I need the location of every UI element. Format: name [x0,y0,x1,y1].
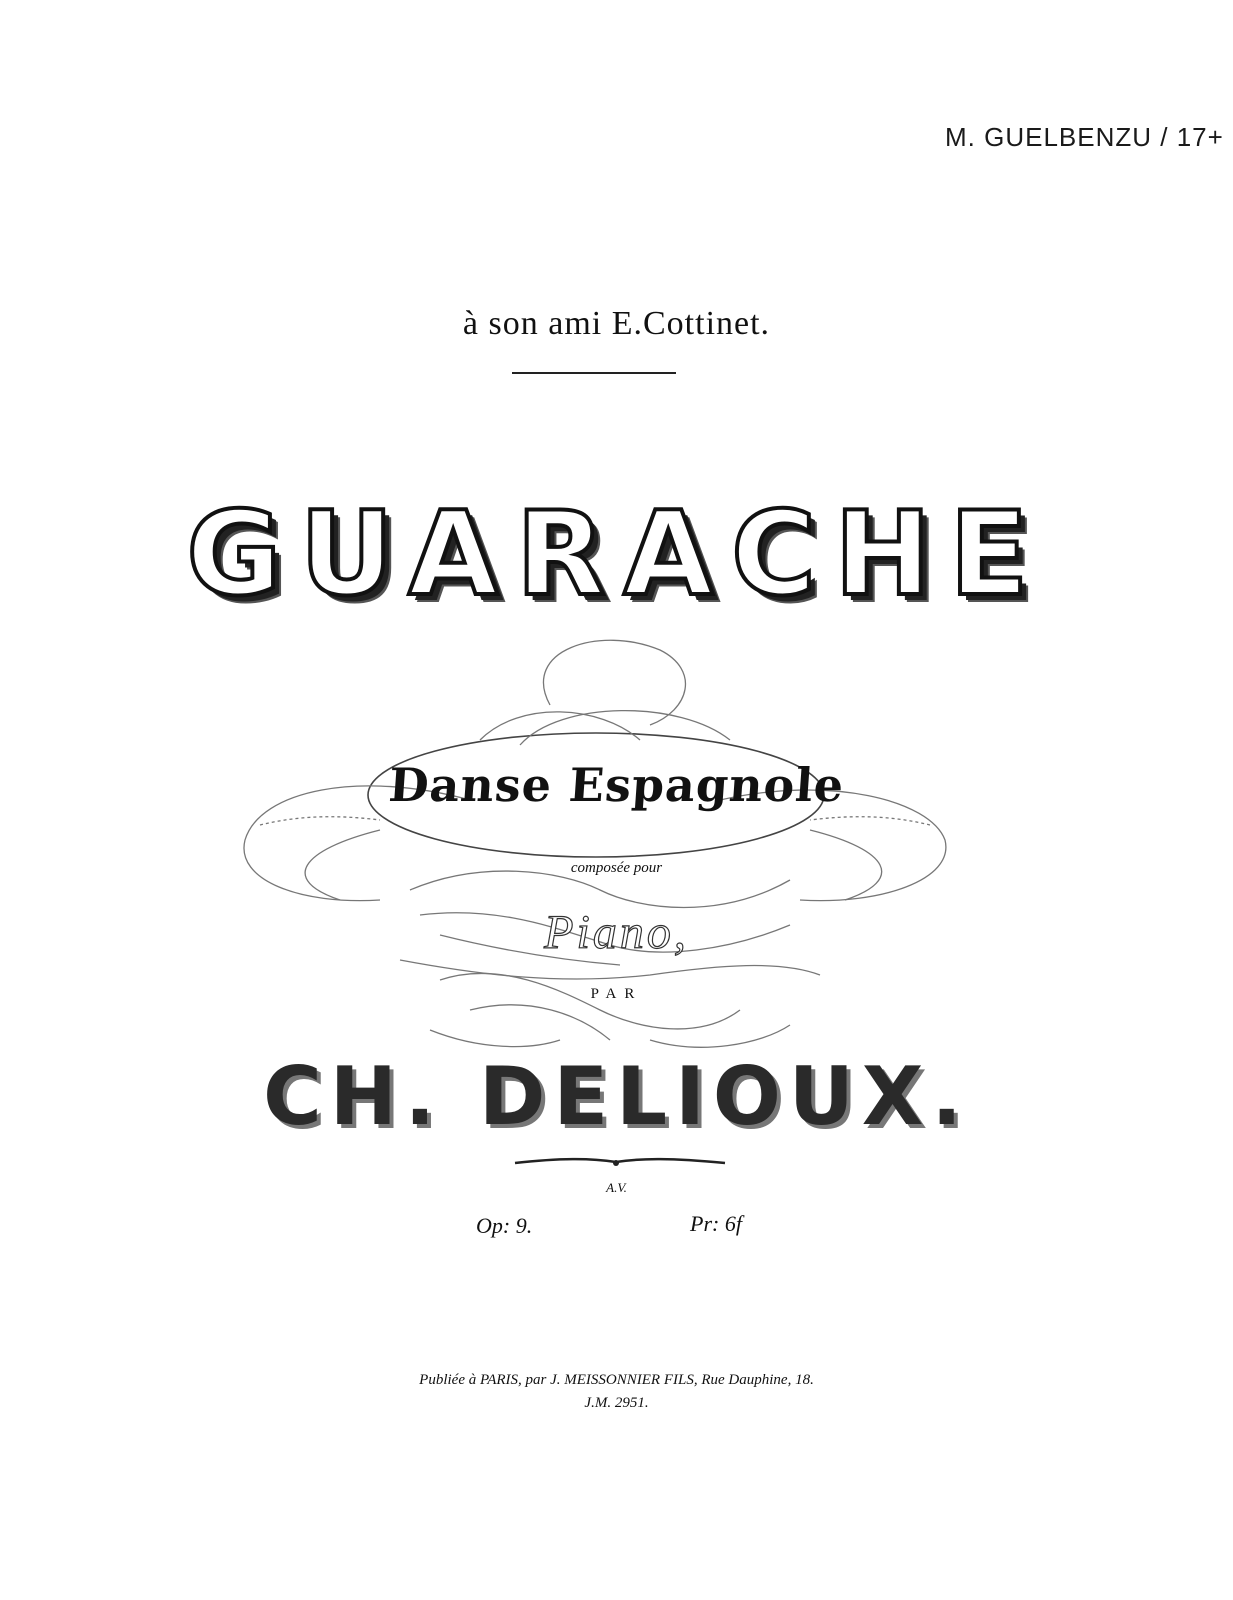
opus-number: Op: 9. [476,1213,533,1238]
instrument: Piano, [544,906,689,959]
plate-number: J.M. 2951. [584,1395,649,1411]
catalog-mark: M. GUELBENZU / 17+ [945,122,1224,152]
publisher-line: Publiée à PARIS, par J. MEISSONNIER FILS, Rue Dauphine, 18. [419,1372,814,1388]
composer-name: CH. DELIOUX. [263,1050,970,1143]
subtitle: Danse Espagnole [386,758,847,812]
by-label: PAR [590,986,643,1002]
price: Pr: 6f [690,1211,742,1236]
title: GUARACHE [186,487,1047,622]
composed-for: composée pour [570,860,663,876]
dedication: à son ami E.Cottinet. [462,305,771,342]
engraver-mark: A.V. [606,1180,627,1195]
